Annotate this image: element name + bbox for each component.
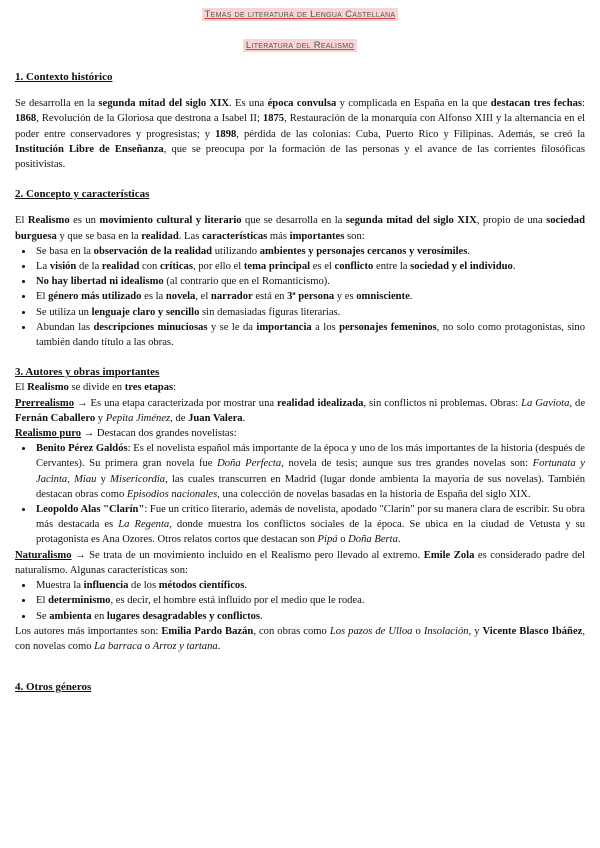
- text-run: características: [201, 230, 268, 242]
- text-run: que se desarrolla en la: [241, 215, 346, 227]
- text-run: entre la: [373, 261, 411, 273]
- naturalismo-paragraph: [15, 548, 585, 578]
- novelists-list: [15, 441, 585, 547]
- text-run: Doña Perfecta: [217, 458, 282, 470]
- text-run: → Es una etapa caracterizada por mostrar una: [74, 397, 278, 409]
- text-run: Abundan las: [36, 321, 94, 333]
- text-run: No hay libertad ni idealismo: [36, 276, 164, 288]
- text-run: métodos científicos: [158, 580, 245, 592]
- text-run: de los: [128, 580, 159, 592]
- text-run: y: [95, 412, 106, 424]
- text-run: está en: [252, 291, 288, 303]
- text-run: ,: [67, 473, 75, 485]
- text-run: Pepita Jiménez: [105, 412, 171, 424]
- text-run: , novela de tesis; aunque sus tres grandes novelas son:: [281, 458, 533, 470]
- text-run: movimiento cultural y literario: [99, 215, 242, 227]
- text-run: utilizando: [212, 245, 260, 257]
- section-2-title: 2. Concepto y características: [15, 188, 150, 201]
- text-run: La Gaviota: [521, 397, 570, 409]
- text-run: Se basa en la: [36, 245, 94, 257]
- text-run: , no solo como protagonistas, sino también dando título a las obras.: [36, 321, 585, 349]
- text-run: omnisciente: [356, 291, 410, 303]
- text-run: Naturalismo: [15, 549, 72, 561]
- text-run: 1898: [215, 128, 237, 140]
- text-run: Episodios nacionales: [126, 488, 218, 500]
- text-run: ambienta: [49, 610, 92, 622]
- text-run: en: [91, 610, 107, 622]
- text-run: segunda mitad del siglo XIX: [345, 215, 477, 227]
- header-title: Temas de literatura de Lengua Castellana: [15, 9, 585, 20]
- text-run: Prerrealismo: [15, 397, 75, 409]
- text-run: personajes femeninos: [339, 321, 437, 333]
- text-run: género más utilizado: [48, 291, 142, 303]
- text-run: es el: [310, 261, 335, 273]
- text-run: Benito Pérez Galdós: [36, 443, 128, 455]
- text-run: , con novelas como: [15, 625, 586, 652]
- text-run: Vicente Blasco Ibáñez: [482, 625, 583, 637]
- text-run: o: [142, 640, 153, 652]
- list-item: [34, 289, 585, 304]
- text-run: con: [139, 261, 160, 273]
- text-run: y es: [334, 291, 357, 303]
- text-run: El: [36, 595, 49, 607]
- section-4-title: 4. Otros géneros: [15, 681, 92, 694]
- text-run: lugares desagradables y conflictos: [106, 610, 261, 622]
- text-run: destacan tres fechas: [490, 98, 583, 110]
- text-run: (al contrario que en el Romanticismo).: [163, 276, 330, 288]
- text-run: sociedad y el individuo: [410, 261, 513, 273]
- text-run: lenguaje claro y sencillo: [91, 306, 200, 318]
- text-run: realidad idealizada: [277, 397, 364, 409]
- text-run: Realismo: [27, 215, 70, 227]
- authors-paragraph: [15, 624, 585, 654]
- list-item: [34, 244, 585, 259]
- list-item: [34, 274, 585, 289]
- text-run: .: [512, 261, 516, 273]
- text-run: , Restauración de la monarquía con Alfonso XIII y la alternancia en el poder entre conservadores y progresistas; y: [15, 113, 586, 140]
- text-run: 1875: [262, 113, 285, 125]
- text-run: Emilia Pardo Bazán: [161, 625, 254, 637]
- text-run: novela: [165, 291, 196, 303]
- text-run: :: [173, 382, 177, 394]
- text-run: tema principal: [243, 261, 311, 273]
- text-run: críticas: [160, 261, 193, 273]
- text-run: es la: [141, 291, 166, 303]
- list-item: [34, 305, 585, 320]
- text-run: y que se basa en la: [56, 230, 142, 242]
- list-item: [34, 259, 585, 274]
- text-run: → Destacan dos grandes novelistas:: [81, 428, 237, 440]
- text-run: son:: [344, 230, 365, 242]
- text-run: Leopoldo Alas "Clarín": [36, 504, 145, 516]
- text-run: .: [467, 245, 471, 257]
- text-run: Se: [36, 610, 50, 622]
- text-run: 3ª persona: [287, 291, 335, 303]
- section-1-title: 1. Contexto histórico: [15, 71, 113, 83]
- text-run: , Revolución de la Gloriosa que destrona a Isabel II;: [36, 113, 263, 125]
- text-run: visión: [49, 261, 77, 273]
- text-run: → Se trata de un movimiento incluido en el Realismo pero llevado al extremo.: [71, 549, 424, 561]
- text-run: , las cuales transcurren en Madrid (lugar donde ambienta la mayoría de sus novelas). También destacan obras como: [36, 473, 586, 500]
- text-run: Se desarrolla en la: [15, 98, 99, 110]
- text-run: Pipá: [317, 534, 338, 546]
- text-run: , por ello el: [192, 261, 244, 273]
- section-2-paragraph: [15, 213, 585, 243]
- text-run: Los autores más importantes son:: [15, 625, 162, 637]
- stages-intro: [15, 380, 585, 395]
- text-run: Emile Zola: [423, 549, 475, 561]
- text-run: Los pazos de Ulloa: [329, 625, 413, 637]
- text-run: Insolación: [423, 625, 469, 637]
- header-subtitle: Literatura del Realismo: [15, 40, 585, 51]
- text-run: Miau: [74, 473, 97, 485]
- text-run: . Es una: [228, 98, 268, 110]
- section-1-paragraph: [15, 96, 585, 172]
- text-run: Fernán Caballero: [15, 412, 96, 424]
- text-run: .: [242, 412, 246, 424]
- text-run: o: [412, 625, 424, 637]
- text-run: El: [15, 215, 28, 227]
- text-run: se divide en: [68, 382, 125, 394]
- text-run: , una colección de novelas basadas en la historia de España del siglo XIX.: [217, 488, 531, 500]
- text-run: descripciones minuciosas: [93, 321, 208, 333]
- text-run: y: [96, 473, 111, 485]
- list-item: [34, 320, 585, 350]
- text-run: conflicto: [334, 261, 374, 273]
- text-run: Institución Libre de Enseñanza: [15, 143, 164, 155]
- text-run: observación de la realidad: [93, 245, 213, 257]
- text-run: narrador: [210, 291, 253, 303]
- text-run: importancia: [256, 321, 312, 333]
- text-run: : Es el novelista español más importante de la época y uno de los más importantes de la historia (después de Cervantes). Su primera gran novela fue: [36, 443, 585, 470]
- text-run: sin demasiadas figuras literarias.: [199, 306, 341, 318]
- text-run: Arroz y tartana: [152, 640, 218, 652]
- text-run: , que se preocupa por la formación de las personas y el avance de las corrientes filosóficas positivistas.: [15, 143, 585, 171]
- text-run: es considerado padre del naturalismo. Algunas características son:: [15, 549, 585, 576]
- text-run: .: [397, 534, 401, 546]
- text-run: , de: [569, 397, 586, 409]
- text-run: , de: [170, 412, 189, 424]
- realismo-puro-paragraph: [15, 426, 585, 441]
- list-item: [34, 441, 585, 502]
- text-run: , pérdida de las colonias: Cuba, Puerto Rico y Filipinas. Además, se creó la: [236, 128, 586, 140]
- text-run: y complicada en España en la que: [336, 98, 491, 110]
- section-3-title: 3. Autores y obras importantes: [15, 366, 160, 379]
- text-run: Misericordia: [110, 473, 166, 485]
- text-run: ambientes y personajes cercanos y verosímiles: [259, 245, 468, 257]
- list-item: [34, 593, 585, 608]
- text-run: , propio de una: [476, 215, 547, 227]
- list-item: [34, 502, 585, 548]
- text-run: :: [582, 98, 585, 110]
- text-run: determinismo: [48, 595, 111, 607]
- list-item: [34, 609, 585, 624]
- text-run: de la: [76, 261, 102, 273]
- text-run: , el: [195, 291, 211, 303]
- text-run: Realismo: [27, 382, 69, 394]
- text-run: .: [260, 610, 263, 622]
- text-run: Muestra la: [36, 580, 84, 592]
- text-run: .: [244, 580, 247, 592]
- text-run: a los: [311, 321, 340, 333]
- text-run: es un: [69, 215, 100, 227]
- prerrealismo-paragraph: [15, 396, 585, 426]
- text-run: Fortunata y Jacinta: [36, 458, 585, 485]
- text-run: o: [337, 534, 349, 546]
- text-run: Realismo puro: [15, 428, 82, 440]
- text-run: importantes: [289, 230, 345, 242]
- text-run: . Las: [178, 230, 202, 242]
- text-run: El: [36, 291, 49, 303]
- text-run: tres etapas: [124, 382, 174, 394]
- text-run: realidad: [141, 230, 179, 242]
- text-run: más: [267, 230, 290, 242]
- text-run: Doña Berta: [348, 534, 398, 546]
- text-run: época convulsa: [267, 98, 337, 110]
- text-run: El: [15, 382, 28, 394]
- text-run: : Fue un crítico literario, además de novelista, apodado "Clarín" por su manera clara de escribir. Su obra más destacada es: [36, 504, 585, 531]
- text-run: influencia: [83, 580, 129, 592]
- document-content: [15, 70, 585, 695]
- text-run: realidad: [101, 261, 140, 273]
- text-run: y se le da: [207, 321, 257, 333]
- text-run: .: [217, 640, 221, 652]
- naturalismo-list: [15, 578, 585, 624]
- characteristics-list: [15, 244, 585, 350]
- list-item: [34, 578, 585, 593]
- text-run: Se utiliza un: [36, 306, 92, 318]
- text-run: , donde muestra los conflictos sociales de la época. Se ubica en la ciudad de Vetusta y su protagonista es Ana Ozores. Otros relatos cortos que destacan son: [36, 519, 585, 546]
- text-run: 1868: [15, 113, 37, 125]
- text-run: La barraca: [94, 640, 143, 652]
- text-run: La Regenta: [118, 519, 170, 531]
- text-run: Juan Valera: [188, 412, 243, 424]
- text-run: , es decir, el hombre está influido por el medio que le rodea.: [110, 595, 365, 607]
- text-run: , sin conflictos ni problemas. Obras:: [363, 397, 522, 409]
- text-run: , con obras como: [253, 625, 330, 637]
- text-run: segunda mitad del siglo XIX: [98, 98, 229, 110]
- text-run: .: [409, 291, 413, 303]
- text-run: sociedad burguesa: [15, 215, 585, 242]
- text-run: , y: [468, 625, 483, 637]
- text-run: La: [36, 261, 50, 273]
